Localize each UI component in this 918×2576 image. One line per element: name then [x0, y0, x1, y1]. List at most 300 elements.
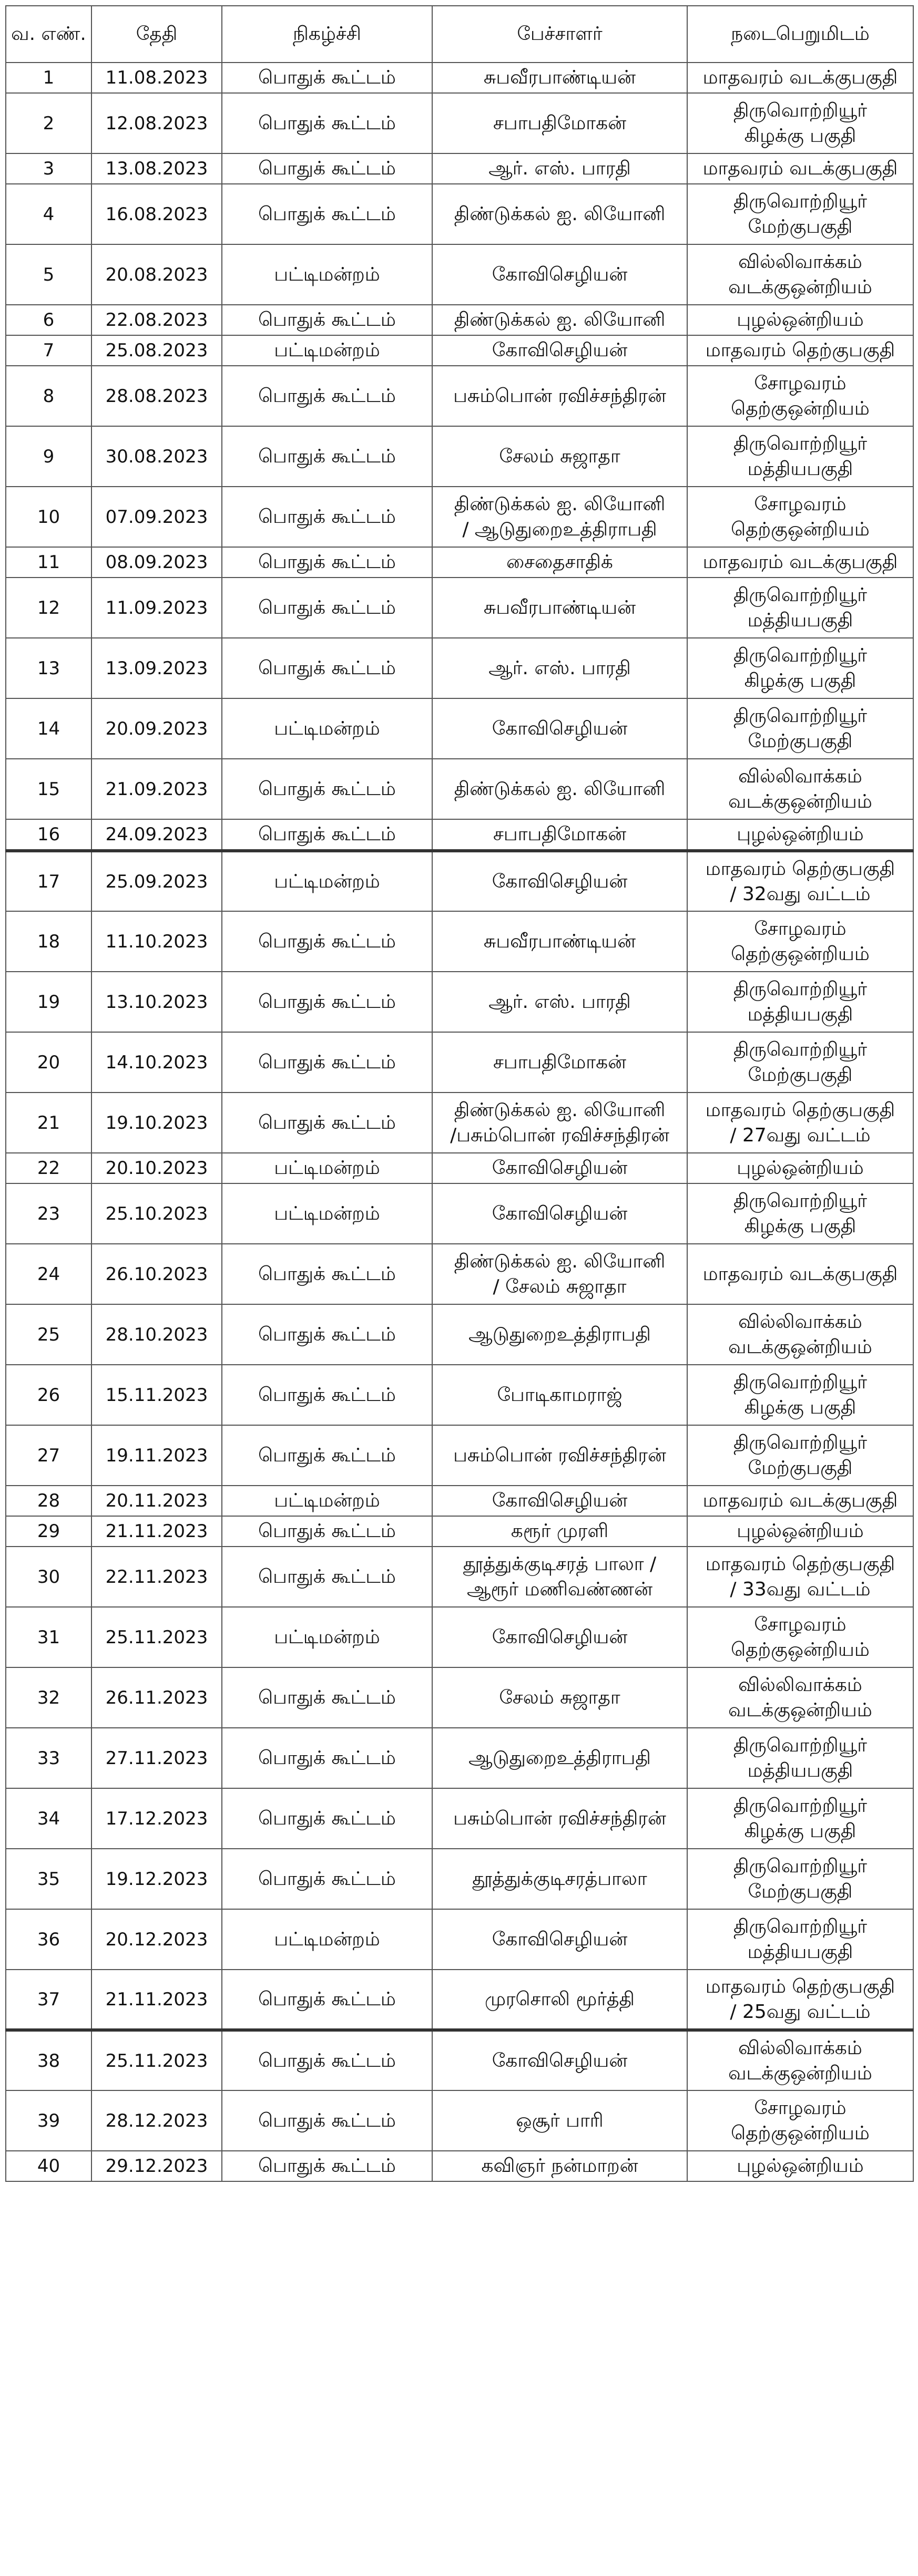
cell-venue — [687, 184, 913, 244]
cell-speaker — [432, 93, 687, 153]
cell-serial-no: 26 — [6, 1365, 91, 1425]
cell-date: 25.11.2023 — [91, 1607, 222, 1667]
cell-speaker-line: ஆடுதுறைஉத்திராபதி — [468, 1747, 651, 1769]
cell-date: 19.11.2023 — [91, 1425, 222, 1486]
cell-event — [222, 1909, 432, 1970]
cell-venue-line: மேற்குபகுதி — [748, 730, 853, 752]
cell-venue-line: திருவொற்றியூர் — [733, 584, 868, 606]
cell-event-line: பொதுக் கூட்டம் — [258, 657, 396, 679]
cell-venue-line: புழல்ஒன்றியம் — [737, 2155, 864, 2177]
cell-serial-no: 2 — [6, 93, 91, 153]
cell-venue — [687, 1667, 913, 1728]
cell-date: 21.11.2023 — [91, 1516, 222, 1547]
cell-venue — [687, 1607, 913, 1667]
cell-event-line: பொதுக் கூட்டம் — [258, 506, 396, 528]
cell-venue-line: திருவொற்றியூர் — [733, 432, 868, 455]
cell-event — [222, 366, 432, 426]
cell-date: 26.11.2023 — [91, 1667, 222, 1728]
cell-venue-line: கிழக்கு பகுதி — [744, 1215, 856, 1237]
cell-event-line: பொதுக் கூட்டம் — [258, 1323, 396, 1345]
cell-serial-no: 38 — [6, 2030, 91, 2090]
cell-serial-no: 7 — [6, 335, 91, 366]
table-row — [6, 1093, 913, 1153]
cell-serial-no: 28 — [6, 1486, 91, 1516]
cell-venue — [687, 2151, 913, 2181]
cell-venue-line: கிழக்கு பகுதி — [744, 1820, 856, 1842]
cell-speaker-line: ஆர். எஸ். பாரதி — [488, 991, 631, 1013]
cell-speaker — [432, 1607, 687, 1667]
cell-date: 25.08.2023 — [91, 335, 222, 366]
table-row — [6, 1425, 913, 1486]
cell-date: 22.11.2023 — [91, 1547, 222, 1607]
table-row — [6, 244, 913, 305]
cell-event-line: பொதுக் கூட்டம் — [258, 1520, 396, 1542]
cell-event-line: பட்டிமன்றம் — [274, 339, 380, 361]
cell-venue-line: மாதவரம் தெற்குபகுதி — [705, 1099, 895, 1121]
cell-speaker-line: கோவிசெழியன் — [492, 1626, 628, 1648]
cell-serial-no: 35 — [6, 1849, 91, 1909]
cell-venue-line: வடக்குஒன்றியம் — [728, 2062, 872, 2084]
cell-venue — [687, 93, 913, 153]
cell-speaker — [432, 819, 687, 851]
cell-date: 15.11.2023 — [91, 1365, 222, 1425]
cell-speaker — [432, 1516, 687, 1547]
cell-venue-line: திருவொற்றியூர் — [733, 1915, 868, 1938]
cell-serial-no: 33 — [6, 1728, 91, 1788]
cell-date: 13.09.2023 — [91, 638, 222, 698]
table-row — [6, 1970, 913, 2030]
cell-venue-line: / 27வது வட்டம் — [730, 1124, 871, 1146]
cell-venue-line: வடக்குஒன்றியம் — [728, 276, 872, 298]
cell-speaker-line: திண்டுக்கல் ஐ. லியோனி — [454, 203, 666, 225]
cell-speaker — [432, 335, 687, 366]
cell-date: 22.08.2023 — [91, 305, 222, 335]
cell-venue-line: திருவொற்றியூர் — [733, 978, 868, 1000]
cell-speaker-line: கோவிசெழியன் — [492, 1928, 628, 1950]
cell-speaker — [432, 698, 687, 759]
cell-date: 25.10.2023 — [91, 1183, 222, 1244]
cell-venue-line: மத்தியபகுதி — [747, 1941, 853, 1963]
cell-speaker-line: திண்டுக்கல் ஐ. லியோனி — [454, 493, 666, 515]
cell-event — [222, 1244, 432, 1304]
cell-speaker-line: சுபவீரபாண்டியன் — [483, 596, 636, 619]
cell-speaker-line: போடிகாமராஜ் — [497, 1384, 623, 1406]
cell-speaker — [432, 244, 687, 305]
cell-serial-no: 36 — [6, 1909, 91, 1970]
header-speaker: பேச்சாளர் — [432, 6, 687, 63]
cell-speaker — [432, 1547, 687, 1607]
cell-event — [222, 93, 432, 153]
cell-speaker-line: கோவிசெழியன் — [492, 1490, 628, 1511]
cell-venue-line: மாதவரம் வடக்குபகுதி — [702, 1490, 898, 1511]
table-row — [6, 1667, 913, 1728]
cell-venue — [687, 972, 913, 1032]
cell-speaker — [432, 1093, 687, 1153]
cell-speaker — [432, 366, 687, 426]
cell-event-line: பொதுக் கூட்டம் — [258, 1384, 396, 1406]
cell-serial-no: 4 — [6, 184, 91, 244]
cell-venue-line: மத்தியபகுதி — [747, 458, 853, 480]
cell-date: 20.12.2023 — [91, 1909, 222, 1970]
cell-serial-no: 12 — [6, 578, 91, 638]
cell-speaker-line: /பசும்பொன் ரவிச்சந்திரன் — [450, 1124, 669, 1146]
cell-speaker — [432, 305, 687, 335]
cell-venue — [687, 638, 913, 698]
cell-venue — [687, 1849, 913, 1909]
cell-event — [222, 1849, 432, 1909]
cell-venue — [687, 1486, 913, 1516]
cell-venue-line: தெற்குஒன்றியம் — [731, 397, 870, 419]
cell-event-line: பட்டிமன்றம் — [274, 263, 380, 285]
cell-venue-line: / 33வது வட்டம் — [730, 1578, 871, 1600]
cell-date: 27.11.2023 — [91, 1728, 222, 1788]
cell-date: 17.12.2023 — [91, 1788, 222, 1849]
cell-event-line: பொதுக் கூட்டம் — [258, 823, 396, 845]
cell-serial-no: 8 — [6, 366, 91, 426]
cell-venue-line: மத்தியபகுதி — [747, 1003, 853, 1025]
cell-date: 20.08.2023 — [91, 244, 222, 305]
cell-venue-line: தெற்குஒன்றியம் — [731, 2122, 870, 2144]
cell-venue-line: வில்லிவாக்கம் — [738, 1311, 862, 1333]
cell-venue — [687, 487, 913, 547]
cell-speaker — [432, 1486, 687, 1516]
cell-speaker — [432, 153, 687, 184]
cell-event — [222, 698, 432, 759]
cell-venue — [687, 759, 913, 819]
cell-venue-line: மேற்குபகுதி — [748, 215, 853, 238]
cell-date: 07.09.2023 — [91, 487, 222, 547]
cell-event-line: பட்டிமன்றம் — [274, 870, 380, 892]
cell-venue — [687, 2030, 913, 2090]
cell-event — [222, 487, 432, 547]
cell-date: 12.08.2023 — [91, 93, 222, 153]
cell-venue-line: சோழவரம் — [754, 1613, 846, 1635]
cell-venue-line: மேற்குபகுதி — [748, 1880, 853, 1902]
cell-speaker-line: ஆரூர் மணிவண்ணன் — [466, 1578, 653, 1600]
cell-speaker — [432, 1667, 687, 1728]
cell-serial-no: 13 — [6, 638, 91, 698]
cell-event — [222, 819, 432, 851]
cell-speaker-line: சுபவீரபாண்டியன் — [483, 930, 636, 952]
cell-speaker — [432, 759, 687, 819]
header-date: தேதி — [91, 6, 222, 63]
cell-date: 20.11.2023 — [91, 1486, 222, 1516]
cell-speaker — [432, 1183, 687, 1244]
cell-speaker-line: / சேலம் சுஜாதா — [493, 1275, 627, 1297]
header-venue: நடைபெறுமிடம் — [687, 6, 913, 63]
cell-venue — [687, 305, 913, 335]
cell-speaker — [432, 1032, 687, 1093]
cell-speaker — [432, 1970, 687, 2030]
cell-venue-line: சோழவரம் — [754, 493, 846, 515]
cell-date: 14.10.2023 — [91, 1032, 222, 1093]
cell-event — [222, 1486, 432, 1516]
cell-speaker — [432, 184, 687, 244]
cell-serial-no: 31 — [6, 1607, 91, 1667]
cell-serial-no: 9 — [6, 426, 91, 487]
cell-venue-line: மேற்குபகுதி — [748, 1457, 853, 1479]
cell-venue — [687, 1425, 913, 1486]
cell-venue-line: மேற்குபகுதி — [748, 1064, 853, 1086]
cell-venue-line: திருவொற்றியூர் — [733, 705, 868, 727]
cell-event — [222, 1667, 432, 1728]
cell-venue — [687, 819, 913, 851]
cell-speaker-line: தூத்துக்குடிசரத்பாலா — [472, 1868, 647, 1890]
cell-serial-no: 19 — [6, 972, 91, 1032]
table-row — [6, 2151, 913, 2181]
cell-speaker-line: பசும்பொன் ரவிச்சந்திரன் — [453, 1444, 666, 1466]
cell-speaker-line: சைதைசாதிக் — [506, 551, 613, 573]
cell-speaker — [432, 911, 687, 972]
cell-event — [222, 2090, 432, 2151]
cell-venue — [687, 1970, 913, 2030]
cell-serial-no: 24 — [6, 1244, 91, 1304]
cell-venue-line: மாதவரம் தெற்குபகுதி — [705, 1975, 895, 1997]
cell-date: 13.10.2023 — [91, 972, 222, 1032]
header-event: நிகழ்ச்சி — [222, 6, 432, 63]
cell-venue — [687, 153, 913, 184]
cell-event — [222, 153, 432, 184]
cell-date: 13.08.2023 — [91, 153, 222, 184]
cell-serial-no: 32 — [6, 1667, 91, 1728]
cell-event-line: பொதுக் கூட்டம் — [258, 930, 396, 952]
cell-serial-no: 14 — [6, 698, 91, 759]
cell-speaker — [432, 1788, 687, 1849]
cell-speaker-line: கவிஞர் நன்மாறன் — [481, 2155, 638, 2177]
cell-date: 19.12.2023 — [91, 1849, 222, 1909]
table-row — [6, 335, 913, 366]
cell-venue-line: புழல்ஒன்றியம் — [737, 823, 864, 845]
cell-speaker-line: சபாபதிமோகன் — [493, 1051, 627, 1073]
cell-speaker-line: சபாபதிமோகன் — [493, 112, 627, 134]
table-row — [6, 153, 913, 184]
cell-event — [222, 1183, 432, 1244]
cell-speaker — [432, 1849, 687, 1909]
cell-serial-no: 37 — [6, 1970, 91, 2030]
cell-speaker-line: கோவிசெழியன் — [492, 339, 628, 361]
table-row — [6, 1728, 913, 1788]
table-row — [6, 1365, 913, 1425]
cell-venue-line: மத்தியபகுதி — [747, 609, 853, 631]
cell-speaker — [432, 1244, 687, 1304]
cell-speaker-line: கோவிசெழியன் — [492, 870, 628, 892]
cell-venue — [687, 1244, 913, 1304]
cell-venue — [687, 366, 913, 426]
cell-event — [222, 1093, 432, 1153]
cell-event-line: பொதுக் கூட்டம் — [258, 112, 396, 134]
cell-serial-no: 15 — [6, 759, 91, 819]
cell-speaker-line: சுபவீரபாண்டியன் — [483, 67, 636, 88]
cell-event — [222, 1032, 432, 1093]
cell-speaker — [432, 1153, 687, 1183]
cell-event-line: பொதுக் கூட்டம் — [258, 1263, 396, 1285]
cell-venue-line: மத்தியபகுதி — [747, 1759, 853, 1781]
cell-venue-line: தெற்குஒன்றியம் — [731, 943, 870, 965]
cell-venue-line: தெற்குஒன்றியம் — [731, 518, 870, 540]
cell-event — [222, 305, 432, 335]
cell-speaker-line: ஆர். எஸ். பாரதி — [488, 158, 631, 179]
cell-venue-line: வில்லிவாக்கம் — [738, 1674, 862, 1696]
cell-event-line: பட்டிமன்றம் — [274, 1626, 380, 1648]
cell-event-line: பொதுக் கூட்டம் — [258, 1868, 396, 1890]
cell-date: 24.09.2023 — [91, 819, 222, 851]
cell-venue — [687, 547, 913, 578]
cell-venue-line: மாதவரம் தெற்குபகுதி — [705, 858, 895, 880]
cell-serial-no: 22 — [6, 1153, 91, 1183]
cell-date: 11.09.2023 — [91, 578, 222, 638]
cell-venue — [687, 1093, 913, 1153]
table-row — [6, 759, 913, 819]
cell-venue-line: திருவொற்றியூர் — [733, 1038, 868, 1060]
cell-venue-line: மாதவரம் வடக்குபகுதி — [702, 67, 898, 88]
cell-serial-no: 21 — [6, 1093, 91, 1153]
cell-serial-no: 1 — [6, 63, 91, 93]
cell-venue-line: புழல்ஒன்றியம் — [737, 1157, 864, 1179]
cell-serial-no: 29 — [6, 1516, 91, 1547]
cell-date: 28.10.2023 — [91, 1304, 222, 1365]
cell-event — [222, 1547, 432, 1607]
table-row — [6, 2090, 913, 2151]
table-row — [6, 93, 913, 153]
cell-venue — [687, 1909, 913, 1970]
table-row — [6, 1849, 913, 1909]
cell-speaker-line: சேலம் சுஜாதா — [499, 445, 620, 467]
cell-venue-line: மாதவரம் வடக்குபகுதி — [702, 551, 898, 573]
table-row — [6, 578, 913, 638]
cell-venue-line: மாதவரம் வடக்குபகுதி — [702, 158, 898, 179]
cell-speaker-line: கோவிசெழியன் — [492, 1157, 628, 1179]
cell-date: 29.12.2023 — [91, 2151, 222, 2181]
cell-date: 20.09.2023 — [91, 698, 222, 759]
cell-event — [222, 1304, 432, 1365]
cell-event-line: பட்டிமன்றம் — [274, 1928, 380, 1950]
cell-venue — [687, 698, 913, 759]
cell-venue-line: திருவொற்றியூர் — [733, 644, 868, 666]
schedule-sheet — [5, 5, 913, 2182]
cell-event — [222, 578, 432, 638]
cell-event — [222, 335, 432, 366]
cell-venue-line: தெற்குஒன்றியம் — [731, 1639, 870, 1661]
cell-serial-no: 30 — [6, 1547, 91, 1607]
cell-event — [222, 1728, 432, 1788]
cell-venue-line: கிழக்கு பகுதி — [744, 669, 856, 692]
cell-date: 21.11.2023 — [91, 1970, 222, 2030]
cell-event-line: பட்டிமன்றம் — [274, 717, 380, 739]
cell-event-line: பட்டிமன்றம் — [274, 1490, 380, 1511]
cell-venue-line: வடக்குஒன்றியம் — [728, 1699, 872, 1721]
header-serial-label: வ. எண். — [11, 23, 86, 45]
cell-event — [222, 244, 432, 305]
cell-speaker-line: பசும்பொன் ரவிச்சந்திரன் — [453, 1807, 666, 1829]
cell-serial-no: 3 — [6, 153, 91, 184]
cell-venue-line: திருவொற்றியூர் — [733, 1371, 868, 1393]
cell-event-line: பொதுக் கூட்டம் — [258, 1988, 396, 2010]
header-row — [6, 6, 913, 63]
cell-venue-line: வில்லிவாக்கம் — [738, 2037, 862, 2059]
cell-speaker — [432, 487, 687, 547]
cell-event-line: பொதுக் கூட்டம் — [258, 596, 396, 619]
cell-event-line: பொதுக் கூட்டம் — [258, 67, 396, 88]
cell-event — [222, 1970, 432, 2030]
cell-venue — [687, 2090, 913, 2151]
cell-venue-line: மாதவரம் வடக்குபகுதி — [702, 1263, 898, 1285]
cell-venue-line: / 25வது வட்டம் — [730, 2001, 871, 2023]
cell-serial-no: 23 — [6, 1183, 91, 1244]
cell-venue — [687, 911, 913, 972]
cell-event-line: பொதுக் கூட்டம் — [258, 1111, 396, 1134]
header-serial-no — [6, 6, 91, 63]
cell-event-line: பொதுக் கூட்டம் — [258, 1747, 396, 1769]
table-row — [6, 1909, 913, 1970]
cell-event — [222, 1365, 432, 1425]
cell-event — [222, 851, 432, 911]
table-row — [6, 1547, 913, 1607]
cell-event-line: பட்டிமன்றம் — [274, 1157, 380, 1179]
table-row — [6, 911, 913, 972]
cell-serial-no: 17 — [6, 851, 91, 911]
cell-serial-no: 27 — [6, 1425, 91, 1486]
cell-venue — [687, 1365, 913, 1425]
cell-date: 16.08.2023 — [91, 184, 222, 244]
cell-speaker-line: கோவிசெழியன் — [492, 717, 628, 739]
cell-date: 11.10.2023 — [91, 911, 222, 972]
cell-speaker — [432, 1909, 687, 1970]
cell-venue — [687, 1547, 913, 1607]
cell-speaker-line: பசும்பொன் ரவிச்சந்திரன் — [453, 385, 666, 407]
cell-venue — [687, 1728, 913, 1788]
cell-event-line: பொதுக் கூட்டம் — [258, 1686, 396, 1708]
cell-event — [222, 426, 432, 487]
table-row — [6, 547, 913, 578]
cell-event-line: பொதுக் கூட்டம் — [258, 1444, 396, 1466]
cell-speaker-line: ஆர். எஸ். பாரதி — [488, 657, 631, 679]
cell-date: 08.09.2023 — [91, 547, 222, 578]
cell-venue — [687, 244, 913, 305]
table-row — [6, 698, 913, 759]
cell-speaker — [432, 2030, 687, 2090]
cell-venue-line: திருவொற்றியூர் — [733, 1795, 868, 1817]
cell-speaker-line: திண்டுக்கல் ஐ. லியோனி — [454, 1099, 666, 1121]
cell-venue-line: திருவொற்றியூர் — [733, 99, 868, 121]
cell-venue-line: வடக்குஒன்றியம் — [728, 1336, 872, 1358]
cell-serial-no: 10 — [6, 487, 91, 547]
cell-venue-line: திருவொற்றியூர் — [733, 1431, 868, 1454]
cell-serial-no: 25 — [6, 1304, 91, 1365]
cell-event — [222, 1516, 432, 1547]
cell-speaker-line: கோவிசெழியன் — [492, 1202, 628, 1224]
cell-speaker — [432, 1304, 687, 1365]
cell-serial-no: 34 — [6, 1788, 91, 1849]
event-schedule-table — [5, 5, 914, 2182]
cell-venue — [687, 578, 913, 638]
cell-event — [222, 547, 432, 578]
cell-serial-no: 18 — [6, 911, 91, 972]
cell-speaker — [432, 972, 687, 1032]
cell-venue — [687, 1153, 913, 1183]
cell-date: 25.11.2023 — [91, 2030, 222, 2090]
cell-date: 20.10.2023 — [91, 1153, 222, 1183]
cell-event-line: பொதுக் கூட்டம் — [258, 551, 396, 573]
cell-speaker — [432, 426, 687, 487]
cell-event-line: பொதுக் கூட்டம் — [258, 778, 396, 800]
cell-speaker — [432, 638, 687, 698]
table-row — [6, 63, 913, 93]
table-row — [6, 1153, 913, 1183]
cell-event-line: பொதுக் கூட்டம் — [258, 2155, 396, 2177]
cell-speaker-line: திண்டுக்கல் ஐ. லியோனி — [454, 1250, 666, 1272]
cell-venue-line: திருவொற்றியூர் — [733, 1855, 868, 1877]
cell-venue — [687, 1304, 913, 1365]
